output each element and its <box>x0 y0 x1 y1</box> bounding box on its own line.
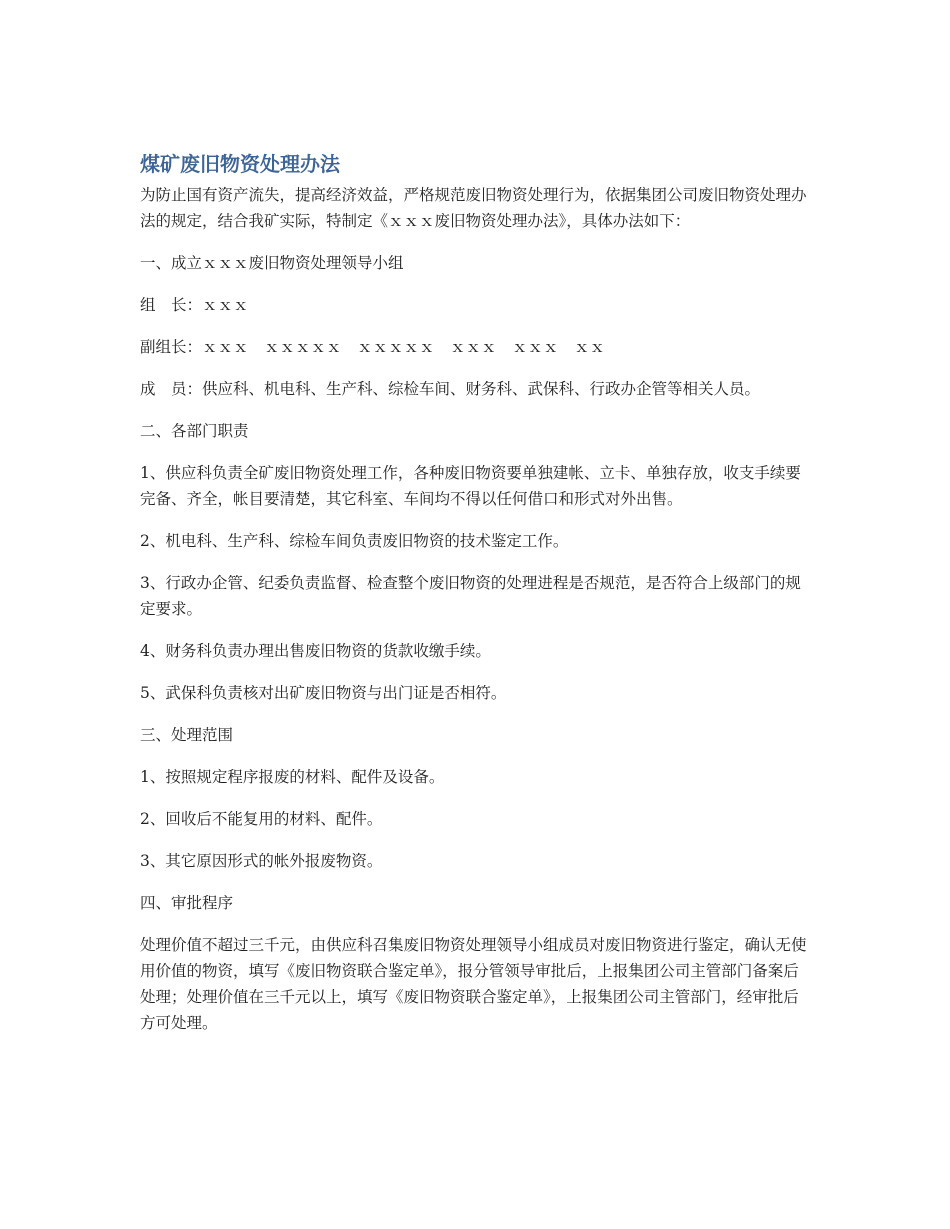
document-page <box>140 148 812 1052</box>
section-4-heading: 四、审批程序 <box>140 894 234 912</box>
deputy-leader-line: 副组长：ｘｘｘ ｘｘｘｘｘ ｘｘｘｘｘ ｘｘｘ ｘｘｘ ｘｘ <box>140 338 606 356</box>
duty-item-5: 5、武保科负责核对出矿废旧物资与出门证是否相符。 <box>140 684 507 702</box>
scope-item-3: 3、其它原因形式的帐外报废物资。 <box>140 852 383 870</box>
section-2-heading: 二、各部门职责 <box>140 422 249 440</box>
duty-item-2: 2、机电科、生产科、综检车间负责废旧物资的技术鉴定工作。 <box>140 532 569 550</box>
section-3-heading: 三、处理范围 <box>140 726 234 744</box>
team-leader-line: 组 长：ｘｘｘ <box>140 296 249 314</box>
duty-item-4: 4、财务科负责办理出售废旧物资的货款收缴手续。 <box>140 642 491 660</box>
scope-item-1: 1、按照规定程序报废的材料、配件及设备。 <box>140 768 445 786</box>
duty-item-3: 3、行政办企管、纪委负责监督、检查整个废旧物资的处理进程是否规范，是否符合上级部门的规定要求。 <box>140 574 801 618</box>
duty-item-1: 1、供应科负责全矿废旧物资处理工作，各种废旧物资要单独建帐、立卡、单独存放，收支手续要完备、齐全，帐目要清楚，其它科室、车间均不得以任何借口和形式对外出售。 <box>140 464 801 508</box>
members-line: 成 员：供应科、机电科、生产科、综检车间、财务科、武保科、行政办企管等相关人员。 <box>140 380 761 398</box>
section-1-heading: 一、成立ｘｘｘ废旧物资处理领导小组 <box>140 254 404 272</box>
approval-paragraph: 处理价值不超过三千元，由供应科召集废旧物资处理领导小组成员对废旧物资进行鉴定，确认无使用价值的物资，填写《废旧物资联合鉴定单》，报分管领导审批后，上报集团公司主管部门备案后处理；处理价值在三千元以上，填写《废旧物资联合鉴定单》，上报集团公司主管部门，经审批后方可处理。 <box>140 936 807 1032</box>
document-title: 煤矿废旧物资处理办法 <box>140 152 340 176</box>
intro-paragraph: 为防止国有资产流失，提高经济效益，严格规范废旧物资处理行为，依据集团公司废旧物资处理办法的规定，结合我矿实际，特制定《ｘｘｘ废旧物资处理办法》，具体办法如下： <box>140 186 807 230</box>
scope-item-2: 2、回收后不能复用的材料、配件。 <box>140 810 383 828</box>
